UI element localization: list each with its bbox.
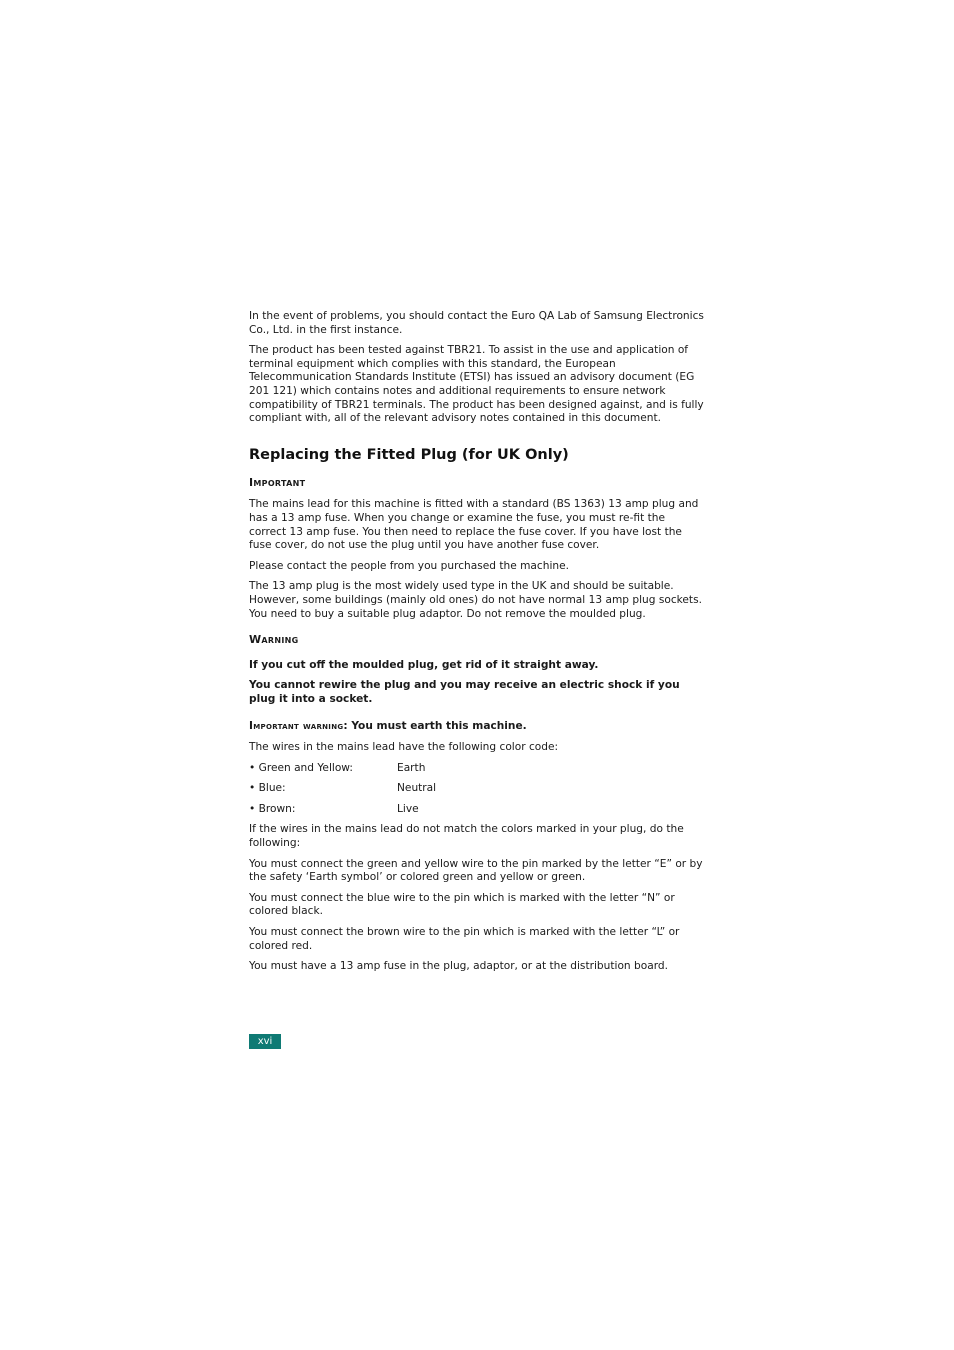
section-title: Replacing the Fitted Plug (for UK Only) <box>249 446 569 463</box>
wire-name: • Green and Yellow: <box>249 761 353 774</box>
wire-meaning: Neutral <box>397 782 437 795</box>
wire-meaning: Live <box>397 802 419 815</box>
important-paragraph-2: Please contact the people from you purchased the machine. <box>249 559 570 572</box>
intro-paragraph-1: In the event of problems, you should contact the Euro QA Lab of Samsung Electronics Co., Ltd. in the first instance. <box>249 310 704 336</box>
important-heading: Important <box>249 475 306 489</box>
important-warning-text: : You must earth this machine. <box>343 720 527 733</box>
wires-intro: The wires in the mains lead have the following color code: <box>249 741 559 754</box>
wire-row-brown <box>249 803 705 817</box>
warning-paragraph-1: If you cut off the moulded plug, get rid of it straight away. <box>249 658 599 671</box>
important-warning <box>249 720 705 734</box>
important-paragraph-3: The 13 amp plug is the most widely used type in the UK and should be suitable. However, some buildings (mainly old ones) do not have normal 13 amp plug sockets. You need to buy a suitable plug adaptor. Do not remove the moulded plug. <box>249 580 702 620</box>
blue-wire-paragraph: You must connect the blue wire to the pin which is marked with the letter “N” or colored black. <box>249 891 675 918</box>
important-warning-label: Important warning <box>249 720 344 733</box>
warning-heading: Warning <box>249 633 299 647</box>
intro-paragraph-2: The product has been tested against TBR21. To assist in the use and application of terminal equipment which complies with this standard, the European Telecommunication Standards Institute (ETSI) has issued an advisory document (EG 201 121) which contains notes and additional requirements to ensure network compatibility of TBR21 terminals. The product has been designed against, and is fully compliant with, all of the relevant advisory notes contained in this document. <box>249 344 704 425</box>
brown-wire-paragraph: You must connect the brown wire to the pin which is marked with the letter “L” or colored red. <box>249 926 680 952</box>
fuse-paragraph: You must have a 13 amp fuse in the plug, adaptor, or at the distribution board. <box>249 960 668 973</box>
page-number-badge: xvi <box>249 1034 281 1049</box>
wire-row-blue <box>249 782 705 796</box>
wire-name: • Blue: <box>249 782 286 795</box>
green-wire-paragraph: You must connect the green and yellow wire to the pin marked by the letter “E” or by the safety ‘Earth symbol’ or colored green and yellow or green. <box>249 857 703 884</box>
wire-row-green-yellow <box>249 762 705 776</box>
wire-name: • Brown: <box>249 802 296 815</box>
warning-paragraph-2: You cannot rewire the plug and you may receive an electric shock if you plug it into a socket. <box>249 679 680 705</box>
wire-meaning: Earth <box>397 761 426 774</box>
important-paragraph-1: The mains lead for this machine is fitted with a standard (BS 1363) 13 amp plug and has a 13 amp fuse. When you change or examine the fuse, you must re-fit the correct 13 amp fuse. You then need to replace the fuse cover. If you have lost the fuse cover, do not use the plug until you have another fuse cover. <box>249 498 699 552</box>
document-body <box>249 310 705 981</box>
mismatch-paragraph: If the wires in the mains lead do not match the colors marked in your plug, do the following: <box>249 823 684 850</box>
